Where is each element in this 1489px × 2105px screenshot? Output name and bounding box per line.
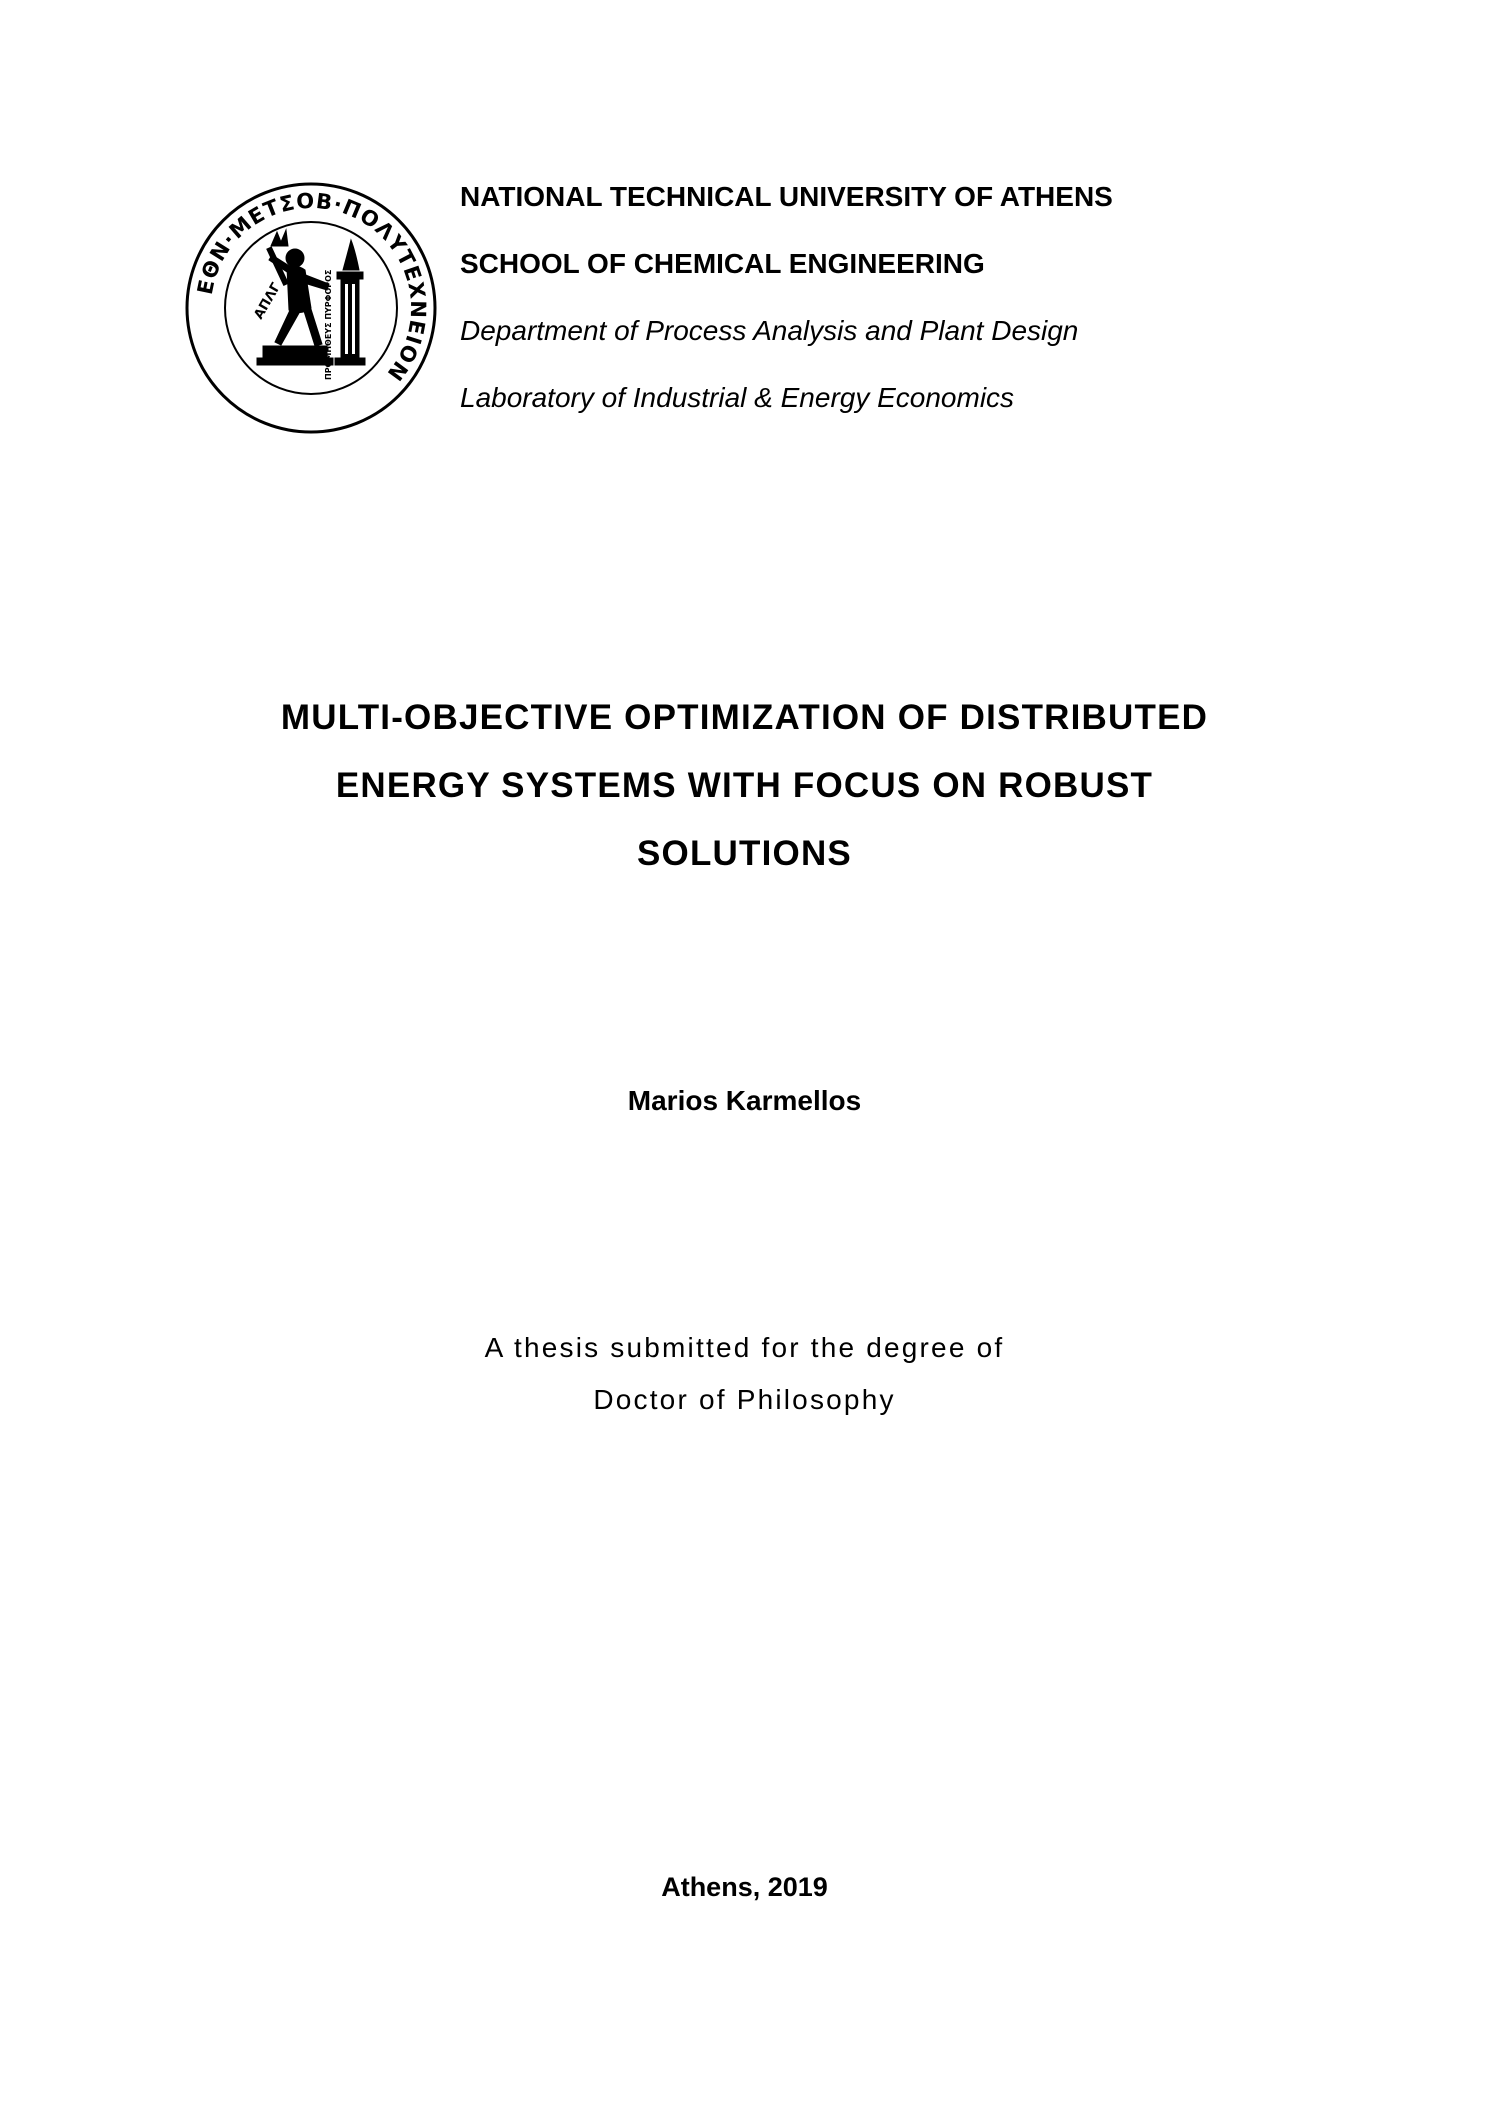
institution-lines (460, 180, 1280, 448)
seal-inner-right-text: ΠΡΟΜΗΘΕΥΣ ΠΥΡΦΟΡΟΣ (324, 269, 333, 380)
thesis-title (150, 684, 1339, 888)
author-name: Marios Karmellos (627, 1085, 862, 1116)
department-name: Department of Process Analysis and Plant Design (460, 315, 1079, 346)
degree-line-1: A thesis submitted for the degree of (484, 1332, 1005, 1363)
laboratory-name: Laboratory of Industrial & Energy Economics (460, 382, 1015, 413)
thesis-title-line-1: MULTI-OBJECTIVE OPTIMIZATION OF DISTRIBUTED (280, 698, 1209, 737)
university-name: NATIONAL TECHNICAL UNIVERSITY OF ATHENS (460, 181, 1113, 212)
school-name: SCHOOL OF CHEMICAL ENGINEERING (460, 248, 985, 279)
degree-statement (0, 1322, 1489, 1426)
thesis-title-line-3: SOLUTIONS (637, 834, 852, 873)
university-seal-icon (183, 180, 439, 436)
degree-line-2: Doctor of Philosophy (593, 1384, 896, 1415)
thesis-title-line-2: ENERGY SYSTEMS WITH FOCUS ON ROBUST (335, 766, 1154, 805)
seal-inner-left-text: ΑΠΛΓ (251, 280, 285, 322)
seal-ring-text: ΕΘΝ·ΜΕΤΣΟΒ·ΠΟΛΥΤΕΧΝΕΙΟΝ (192, 188, 431, 386)
institution-header (183, 172, 1283, 442)
place-and-year: Athens, 2019 (661, 1872, 828, 1902)
